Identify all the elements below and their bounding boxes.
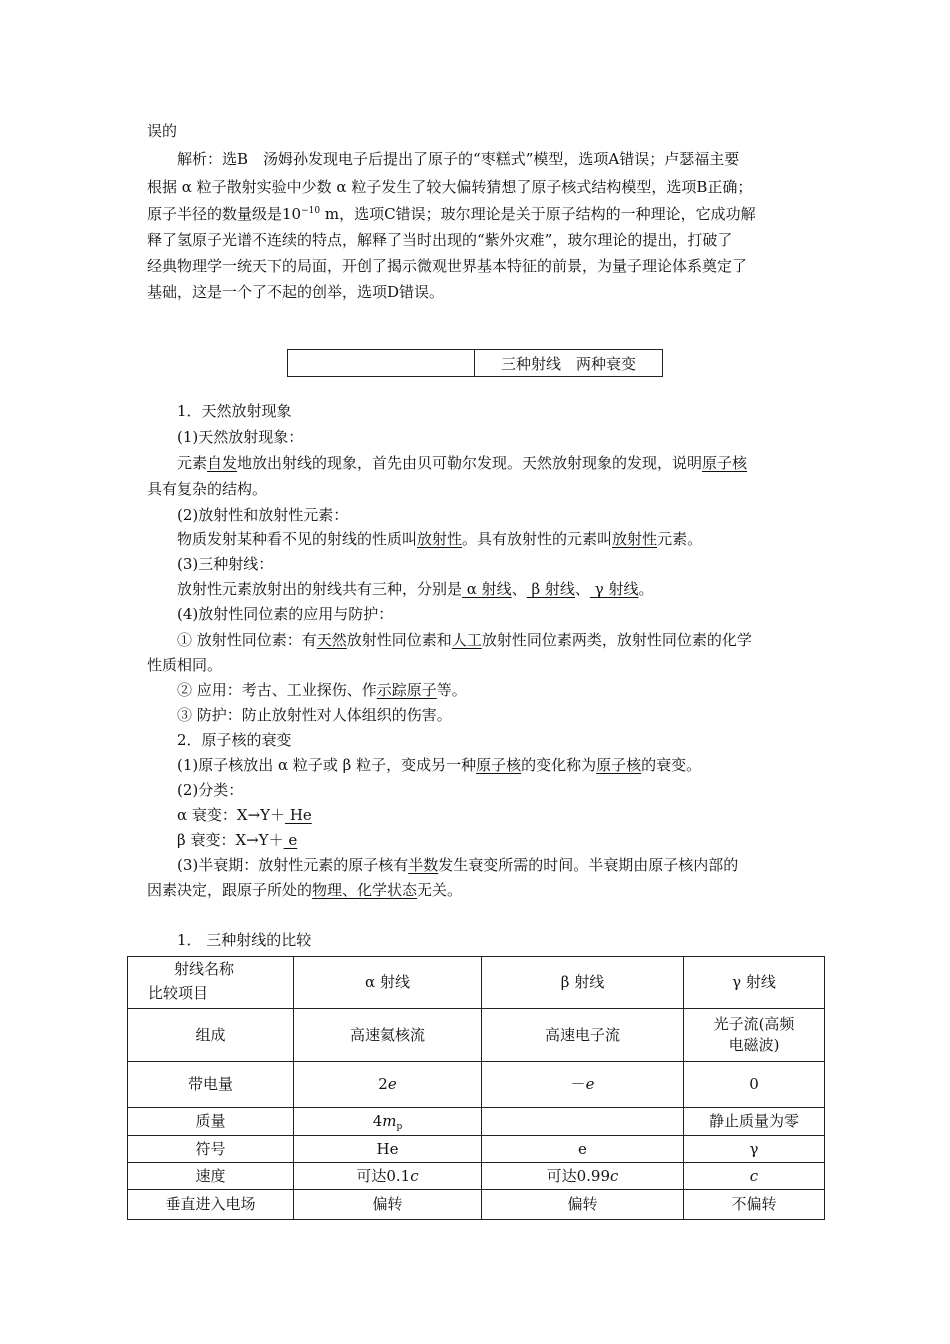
heading-natural-radioactivity: 1．天然放射现象 bbox=[177, 402, 292, 420]
paragraph-line: ③ 防护：防止放射性对人体组织的伤害。 bbox=[177, 706, 452, 724]
table-heading: 1． 三种射线的比较 bbox=[177, 931, 312, 949]
subheading-3: (3)三种射线： bbox=[177, 555, 274, 573]
analysis-line-5: 经典物理学一统天下的局面，开创了揭示微观世界基本特征的前景，为量子理论体系奠定了 bbox=[147, 257, 748, 275]
header-ray-name: 射线名称 bbox=[174, 960, 235, 978]
row-label: 速度 bbox=[128, 1163, 294, 1190]
analysis-line-3: 原子半径的数量级是$10^{-10}$ m，选项C错误；玻尔理论是关于原子结构的一种理论，它成功解 bbox=[147, 205, 756, 223]
section-tag-box bbox=[287, 349, 663, 377]
paragraph-line: 放射性元素放射出的射线共有三种，分别是 α 射线、 β 射线、 γ 射线。 bbox=[177, 580, 654, 598]
paragraph-line: 具有复杂的结构。 bbox=[147, 480, 268, 498]
cell-gamma: 静止质量为零 bbox=[684, 1108, 825, 1136]
cell-alpha: $4m_p$ bbox=[294, 1108, 482, 1136]
cell-beta: 高速电子流 bbox=[482, 1009, 684, 1062]
heading-nuclear-decay: 2．原子核的衰变 bbox=[177, 731, 292, 749]
table-row bbox=[128, 1009, 825, 1062]
paragraph-line: (1)原子核放出 α 粒子或 β 粒子，变成另一种原子核的变化称为原子核的衰变。 bbox=[177, 756, 702, 774]
paragraph-line: ② 应用：考古、工业探伤、作示踪原子等。 bbox=[177, 681, 467, 699]
text-line: 误的 bbox=[147, 122, 178, 140]
table-row bbox=[128, 1163, 825, 1190]
cell-alpha: 2e bbox=[294, 1062, 482, 1108]
subheading-2: (2)放射性和放射性元素： bbox=[177, 506, 349, 524]
cell-alpha: 偏转 bbox=[294, 1190, 482, 1220]
paragraph-line: 物质发射某种看不见的射线的性质叫放射性。具有放射性的元素叫放射性元素。 bbox=[177, 530, 703, 548]
cell-gamma: 不偏转 bbox=[684, 1190, 825, 1220]
table-header-row bbox=[128, 957, 825, 1009]
analysis-line-4: 释了氢原子光谱不连续的特点，解释了当时出现的“紫外灾难”，玻尔理论的提出，打破了 bbox=[147, 231, 733, 249]
header-compare-item: 比较项目 bbox=[148, 984, 209, 1002]
cell-beta: e bbox=[482, 1136, 684, 1163]
comparison-table bbox=[127, 956, 825, 1220]
alpha-decay-equation: α 衰变：X→Y＋ He bbox=[177, 806, 312, 824]
subheading-classification: (2)分类： bbox=[177, 781, 244, 799]
row-label: 符号 bbox=[128, 1136, 294, 1163]
analysis-line-6: 基础，这是一个了不起的创举，选项D错误。 bbox=[147, 283, 445, 301]
paragraph-line: 元素自发地放出射线的现象，首先由贝可勒尔发现。天然放射现象的发现，说明原子核 bbox=[177, 454, 748, 472]
cell-alpha: He bbox=[294, 1136, 482, 1163]
table-row bbox=[128, 1062, 825, 1108]
paragraph-line: 性质相同。 bbox=[147, 656, 223, 674]
paragraph-line: ① 放射性同位素：有天然放射性同位素和人工放射性同位素两类，放射性同位素的化学 bbox=[177, 631, 752, 649]
cell-gamma: 光子流(高频 电磁波) bbox=[684, 1009, 825, 1062]
row-label: 质量 bbox=[128, 1108, 294, 1136]
subheading-1: (1)天然放射现象： bbox=[177, 428, 304, 446]
header-alpha: α 射线 bbox=[294, 957, 482, 1009]
cell-beta: 可达0.99c bbox=[482, 1163, 684, 1190]
row-label: 带电量 bbox=[128, 1062, 294, 1108]
header-gamma: γ 射线 bbox=[684, 957, 825, 1009]
section-tag-title: 三种射线 两种衰变 bbox=[500, 354, 636, 373]
cell-alpha: 高速氦核流 bbox=[294, 1009, 482, 1062]
beta-decay-equation: β 衰变：X→Y＋ e bbox=[177, 831, 298, 849]
header-beta: β 射线 bbox=[482, 957, 684, 1009]
row-label: 垂直进入电场 bbox=[128, 1190, 294, 1220]
row-label: 组成 bbox=[128, 1009, 294, 1062]
cell-alpha: 可达0.1c bbox=[294, 1163, 482, 1190]
analysis-line-1: 解析：选B 汤姆孙发现电子后提出了原子的“枣糕式”模型，选项A错误；卢瑟福主要 bbox=[177, 150, 740, 168]
cell-gamma: 0 bbox=[684, 1062, 825, 1108]
section-tag-blank bbox=[288, 350, 475, 376]
header-corner-cell bbox=[128, 957, 294, 1009]
subheading-4: (4)放射性同位素的应用与防护： bbox=[177, 605, 394, 623]
analysis-line-2: 根据 α 粒子散射实验中少数 α 粒子发生了较大偏转猜想了原子核式结构模型，选项B正确； bbox=[147, 178, 753, 196]
cell-beta bbox=[482, 1108, 684, 1136]
cell-gamma: γ bbox=[684, 1136, 825, 1163]
cell-beta: 偏转 bbox=[482, 1190, 684, 1220]
paragraph-line: (3)半衰期：放射性元素的原子核有半数发生衰变所需的时间。半衰期由原子核内部的 bbox=[177, 856, 739, 874]
table-row bbox=[128, 1190, 825, 1220]
table-row bbox=[128, 1108, 825, 1136]
table-row bbox=[128, 1136, 825, 1163]
cell-gamma: c bbox=[684, 1163, 825, 1190]
paragraph-line: 因素决定，跟原子所处的物理、化学状态无关。 bbox=[147, 881, 463, 899]
cell-beta: －e bbox=[482, 1062, 684, 1108]
